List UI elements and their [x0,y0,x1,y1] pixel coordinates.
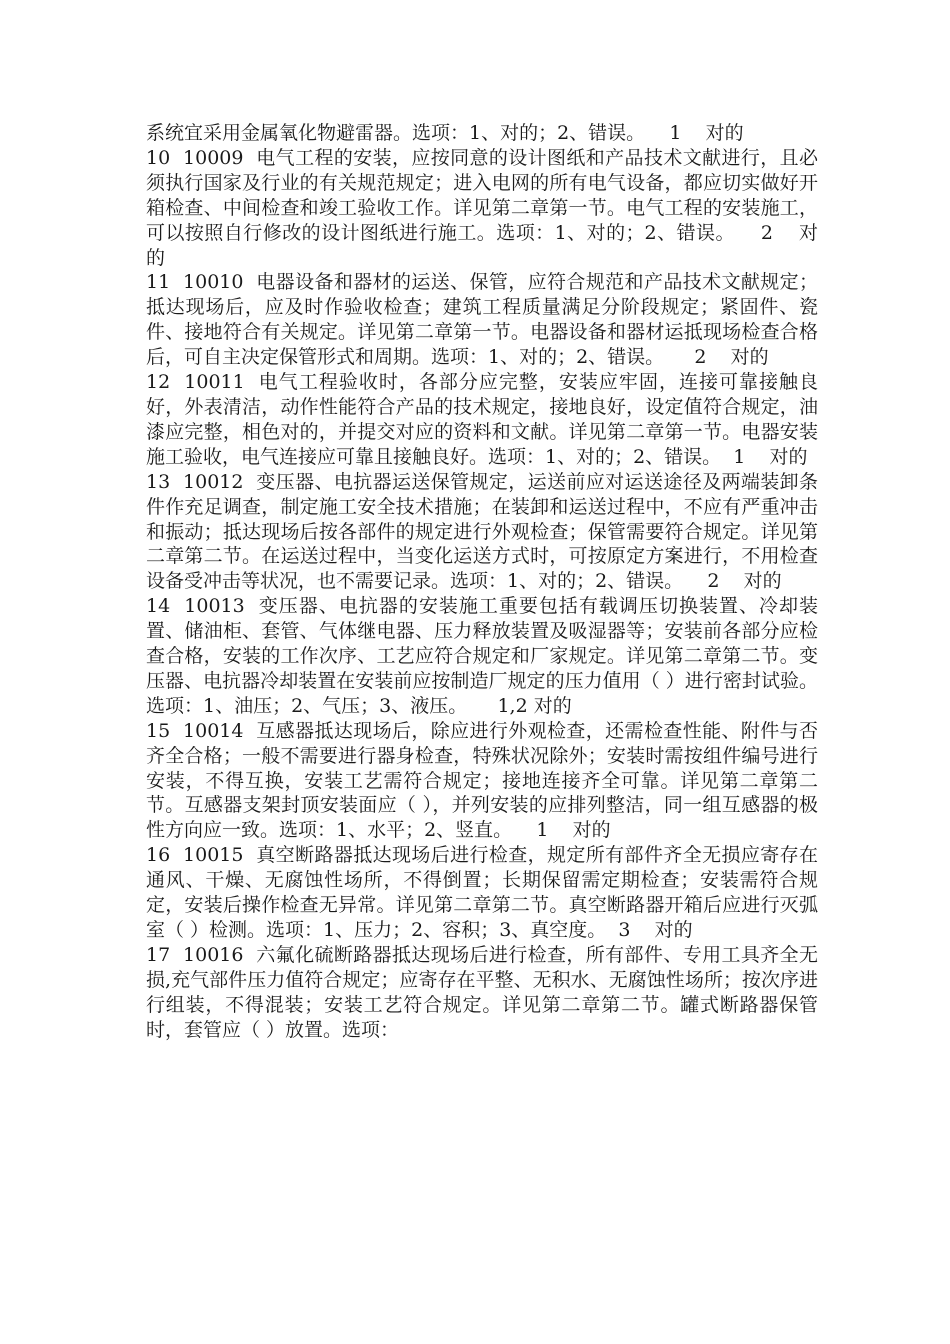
paragraph-item-10: 10 10009 电气工程的安装，应按同意的设计图纸和产品技术文献进行，且必须执行国家及行业的有关规范规定；进入电网的所有电气设备，都应切实做好开箱检查、中间检查和竣工验收工作。详见第二章第一节。电气工程的安装施工，可以按照自行修改的设计图纸进行施工。选项：1、对的；2、错误。 2 对的 [146,146,818,269]
paragraph-item-9-tail: 系统宜采用金属氧化物避雷器。选项：1、对的；2、错误。 1 对的 [146,122,744,144]
document-body [146,121,818,1043]
paragraph-item-17: 17 10016 六氟化硫断路器抵达现场后进行检查，所有部件、专用工具齐全无损,充气部件压力值符合规定；应寄存在平整、无积水、无腐蚀性场所；按次序进行组装，不得混装；安装工艺符合规定。详见第二章第二节。罐式断路器保管时，套管应（ ）放置。选项： [146,943,818,1041]
paragraph-item-14: 14 10013 变压器、电抗器的安装施工重要包括有载调压切换装置、冷却装置、储油柜、套管、气体继电器、压力释放装置及吸湿器等；安装前各部分应检查合格，安装的工作次序、工艺应符合规定和厂家规定。详见第二章第二节。变压器、电抗器冷却装置在安装前应按制造厂规定的压力值用（ ）进行密封试验。选项：1、油压；2、气压；3、液压。 1,2 对的 [146,595,818,717]
paragraph-item-13: 13 10012 变压器、电抗器运送保管规定，运送前应对运送途径及两端装卸条件作充足调查，制定施工安全技术措施；在装卸和运送过程中，不应有严重冲击和振动；抵达现场后按各部件的规定进行外观检查；保管需要符合规定。详见第二章第二节。在运送过程中，当变化运送方式时，可按原定方案进行，不用检查设备受冲击等状况，也不需要记录。选项：1、对的；2、错误。 2 对的 [146,470,818,593]
paragraph-item-11: 11 10010 电器设备和器材的运送、保管，应符合规范和产品技术文献规定；抵达现场后，应及时作验收检查；建筑工程质量满足分阶段规定；紧固件、瓷件、接地符合有关规定。详见第二章第一节。电器设备和器材运抵现场检查合格后，可自主决定保管形式和周期。选项：1、对的；2、错误。 2 对的 [146,271,818,369]
paragraph-item-12: 12 10011 电气工程验收时，各部分应完整，安装应牢固，连接可靠接触良好，外表清洁，动作性能符合产品的技术规定，接地良好，设定值符合规定，油漆应完整，相色对的，并提交对应的资料和文献。详见第二章第一节。电器安装施工验收，电气连接应可靠且接触良好。选项：1、对的；2、错误。 1 对的 [146,371,818,468]
paragraph-item-16: 16 10015 真空断路器抵达现场后进行检查，规定所有部件齐全无损应寄存在通风、干燥、无腐蚀性场所，不得倒置；长期保留需定期检查；安装需符合规定，安装后操作检查无异常。详见第二章第二节。真空断路器开箱后应进行灭弧室（ ）检测。选项：1、压力；2、容积；3、真空度。 3 对的 [146,844,818,941]
paragraph-item-15: 15 10014 互感器抵达现场后，除应进行外观检查，还需检查性能、附件与否齐全合格；一般不需要进行器身检查，特殊状况除外；安装时需按组件编号进行安装，不得互换，安装工艺需符合规定；接地连接齐全可靠。详见第二章第二节。互感器支架封顶安装面应（ ），并列安装的应排列整洁，同一组互感器的极性方向应一致。选项：1、水平；2、竖直。 1 对的 [146,719,818,842]
